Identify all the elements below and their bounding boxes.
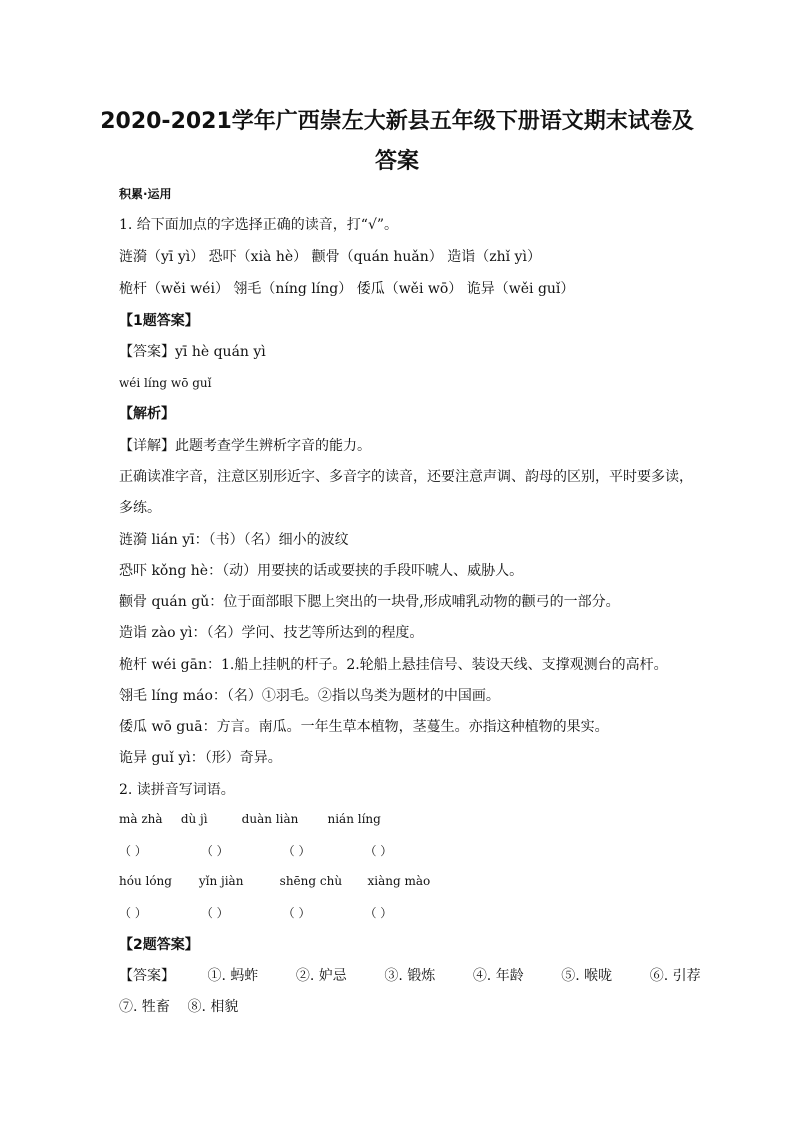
pinyin-item: hóu lóng: [119, 874, 172, 888]
detail-text: 【详解】此题考查学生辨析字音的能力。: [119, 438, 371, 454]
document-title-line2: 答案: [374, 149, 419, 174]
section-heading: 积累·运用: [119, 187, 172, 201]
answer-item: ①. 蚂蚱: [207, 968, 259, 984]
answer-blank[interactable]: （ ）: [200, 906, 229, 920]
definition-item: 翎毛 líng máo：（名）①羽毛。②指以鸟类为题材的中国画。: [119, 688, 500, 704]
question-1-options-row1: 涟漪（yī yì） 恐吓（xià hè） 颧骨（quán huǎn） 造诣（zhǐ yì）: [119, 249, 541, 265]
pinyin-item: nián líng: [327, 812, 381, 826]
definition-item: 涟漪 lián yī：（书）（名）细小的波纹: [119, 532, 349, 548]
answer-blank[interactable]: （ ）: [282, 906, 311, 920]
document-title-line1: 2020-2021学年广西崇左大新县五年级下册语文期末试卷及: [100, 109, 694, 134]
explanation-line2: 多练。: [119, 500, 161, 516]
answer-2-row2: [119, 997, 238, 1017]
pinyin-item: yǐn jiàn: [198, 874, 244, 888]
answer-item: ④. 年龄: [472, 968, 524, 984]
pinyin-row-2: [119, 874, 430, 888]
answer-1-line2: wéi líng wō guǐ: [119, 376, 212, 390]
question-2-stem: 2. 读拼音写词语。: [119, 782, 235, 798]
answer-blank[interactable]: （ ）: [119, 906, 147, 920]
pinyin-item: shēng chù: [279, 874, 343, 888]
answer-blank[interactable]: （ ）: [364, 844, 393, 858]
analysis-heading: 【解析】: [119, 406, 175, 422]
blank-row-2: [119, 904, 392, 921]
answer-label: 【答案】: [119, 968, 175, 984]
pinyin-item: mà zhà: [119, 812, 163, 826]
answer-item: ⑤. 喉咙: [561, 968, 613, 984]
definition-item: 颧骨 quán gǔ：位于面部眼下腮上突出的一块骨,形成哺乳动物的颧弓的一部分。: [119, 594, 620, 610]
answer-2-row1: [119, 966, 701, 986]
pinyin-item: dù jì: [180, 812, 208, 826]
blank-row-1: [119, 842, 392, 859]
definition-item: 桅杆 wéi gān：1.船上挂帆的杆子。2.轮船上悬挂信号、装设天线、支撑观测台的高杆。: [119, 657, 668, 673]
question-1-options-row2: 桅杆（wěi wéi） 翎毛（níng líng） 倭瓜（wěi wō） 诡异（wěi guǐ）: [119, 281, 575, 297]
definition-item: 倭瓜 wō guā：方言。南瓜。一年生草本植物，茎蔓生。亦指这种植物的果实。: [119, 719, 609, 735]
answer-blank[interactable]: （ ）: [200, 844, 229, 858]
answer-blank[interactable]: （ ）: [282, 844, 311, 858]
answer-1-line1: 【答案】yī hè quán yì: [119, 344, 266, 360]
question-1-stem: 1. 给下面加点的字选择正确的读音，打“√”。: [119, 217, 399, 233]
answer-item: ②. 妒忌: [295, 968, 347, 984]
answer-blank[interactable]: （ ）: [119, 844, 147, 858]
definition-item: 诡异 guǐ yì：（形）奇异。: [119, 750, 282, 766]
answer-item: ⑥. 引荐: [649, 968, 701, 984]
pinyin-row-1: [119, 812, 381, 826]
pinyin-item: duàn liàn: [241, 812, 299, 826]
answer-item: ⑧. 相貌: [187, 999, 239, 1015]
pinyin-item: xiàng mào: [367, 874, 431, 888]
answer-2-heading: 【2题答案】: [119, 937, 199, 953]
answer-item: ⑦. 牲畜: [119, 999, 170, 1015]
explanation-line1: 正确读准字音，注意区别形近字、多音字的读音，还要注意声调、韵母的区别，平时要多读，: [119, 469, 693, 485]
definition-item: 恐吓 kǒng hè：（动）用要挟的话或要挟的手段吓唬人、威胁人。: [119, 563, 524, 579]
answer-1-heading: 【1题答案】: [119, 313, 199, 329]
answer-item: ③. 锻炼: [384, 968, 436, 984]
definition-item: 造诣 zào yì：（名）学问、技艺等所达到的程度。: [119, 625, 424, 641]
answer-blank[interactable]: （ ）: [364, 906, 393, 920]
